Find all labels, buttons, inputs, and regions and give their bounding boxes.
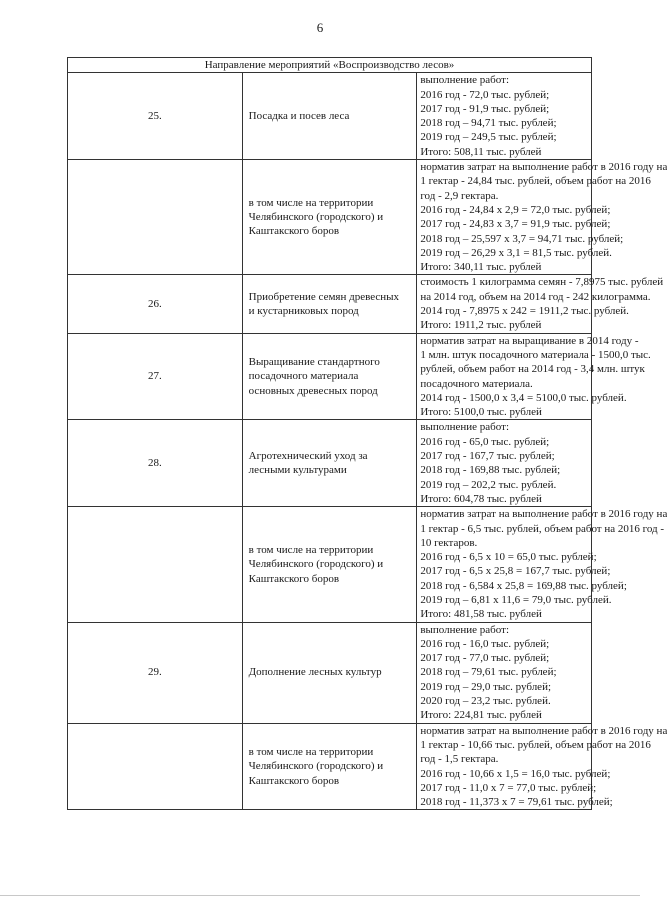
measure-name-line: Челябинского (городского) и: [248, 558, 384, 571]
measure-name-line: Выращивание стандартного: [248, 356, 380, 369]
table-row: [68, 622, 592, 723]
calculation-cell: [417, 723, 667, 810]
calculation-line: 1 гектар - 6,5 тыс. рублей, объем работ на 2016 год -: [420, 522, 665, 535]
calculation-line: 2016 год - 72,0 тыс. рублей;: [420, 88, 550, 101]
section-header: Направление мероприятий «Воспроизводство лесов»: [68, 58, 592, 73]
calculation-line: 2016 год - 6,5 х 10 = 65,0 тыс. рублей;: [420, 551, 597, 564]
measure-name: [242, 333, 417, 420]
calculation-line: выполнение работ:: [420, 421, 509, 434]
calculation-cell: [417, 507, 667, 622]
calculation-line: год - 1,5 гектара.: [420, 753, 499, 766]
calculation-line: Итого: 340,11 тыс. рублей: [420, 261, 542, 274]
calculation-line: 2016 год - 65,0 тыс. рублей;: [420, 435, 550, 448]
calculation-line: 2017 год - 6,5 х 25,8 = 167,7 тыс. рублей;: [420, 565, 611, 578]
row-number: 28.: [68, 420, 243, 507]
measure-name-line: Посадка и посев леса: [248, 110, 350, 123]
calculation-cell: [417, 73, 592, 160]
calculation-line: 2018 год – 79,61 тыс. рублей;: [420, 666, 557, 679]
calculation-line: 2016 год - 10,66 х 1,5 = 16,0 тыс. рублей;: [420, 767, 611, 780]
page-number: 6: [316, 20, 324, 35]
measure-name-line: в том числе на территории: [248, 543, 374, 556]
measure-name: [242, 420, 417, 507]
calculation-line: Итого: 481,58 тыс. рублей: [420, 608, 542, 621]
measure-name-line: и кустарниковых пород: [248, 305, 359, 318]
table-row: [68, 275, 592, 333]
table-row: [68, 333, 592, 420]
measure-name-line: Дополнение лесных культур: [248, 666, 382, 679]
calculation-line: 2019 год – 202,2 тыс. рублей.: [420, 478, 557, 491]
measure-name-line: в том числе на территории: [248, 746, 374, 759]
table-row: [68, 420, 592, 507]
measure-name: [242, 275, 417, 333]
calculation-line: норматив затрат на выращивание в 2014 году -: [420, 334, 639, 347]
measure-name-line: Приобретение семян древесных: [248, 290, 400, 303]
calculation-line: Итого: 224,81 тыс. рублей: [420, 709, 542, 722]
calculation-line: 2018 год – 25,597 х 3,7 = 94,71 тыс. рублей;: [420, 232, 624, 245]
table-row: [68, 160, 592, 275]
calculation-line: 2017 год - 167,7 тыс. рублей;: [420, 450, 555, 463]
calculation-line: 2017 год - 91,9 тыс. рублей;: [420, 102, 550, 115]
calculation-line: норматив затрат на выполнение работ в 2016 году на: [420, 508, 667, 521]
calculation-line: на 2014 год, объем на 2014 год - 242 килограмма.: [420, 290, 651, 303]
calculation-cell: [417, 160, 667, 275]
measure-name-line: Каштакского боров: [248, 225, 340, 238]
measure-name-line: в том числе на территории: [248, 196, 374, 209]
measure-name-line: Каштакского боров: [248, 572, 340, 585]
calculation-line: 2019 год – 249,5 тыс. рублей;: [420, 131, 557, 144]
measure-name: [242, 723, 417, 810]
calculation-line: стоимость 1 килограмма семян - 7,8975 тыс. рублей: [420, 276, 664, 289]
measures-table: [67, 57, 667, 810]
calculation-line: Итого: 604,78 тыс. рублей: [420, 492, 542, 505]
measure-name-line: Агротехнический уход за: [248, 450, 368, 463]
calculation-line: 2014 год - 1500,0 х 3,4 = 5100,0 тыс. рублей.: [420, 391, 627, 404]
calculation-line: 2019 год – 29,0 тыс. рублей;: [420, 680, 552, 693]
calculation-line: 2017 год - 77,0 тыс. рублей;: [420, 652, 550, 665]
table-row: [68, 507, 592, 622]
calculation-line: 2019 год – 6,81 х 11,6 = 79,0 тыс. рублей.: [420, 593, 612, 606]
measure-name: [242, 622, 417, 723]
calculation-line: выполнение работ:: [420, 623, 509, 636]
row-number: 29.: [68, 622, 243, 723]
row-number: [68, 507, 243, 622]
measure-name-line: Челябинского (городского) и: [248, 211, 384, 224]
calculation-line: 1 млн. штук посадочного материала - 1500,0 тыс.: [420, 348, 651, 361]
calculation-line: 2017 год - 24,83 х 3,7 = 91,9 тыс. рублей;: [420, 218, 611, 231]
measures-table-body: [68, 58, 667, 810]
row-number: [68, 723, 243, 810]
calculation-line: 2020 год – 23,2 тыс. рублей.: [420, 695, 551, 708]
calculation-line: выполнение работ:: [420, 74, 509, 87]
calculation-cell: [417, 333, 651, 420]
measure-name-line: Каштакского боров: [248, 774, 340, 787]
calculation-line: 10 гектаров.: [420, 536, 478, 549]
scan-edge-line: [0, 895, 640, 896]
calculation-cell: [417, 275, 664, 333]
table-row: [68, 73, 592, 160]
calculation-cell: [417, 420, 592, 507]
row-number: 25.: [68, 73, 243, 160]
calculation-line: посадочного материала.: [420, 377, 533, 390]
calculation-line: Итого: 508,11 тыс. рублей: [420, 145, 542, 158]
measure-name: [242, 507, 417, 622]
calculation-line: 2014 год - 7,8975 х 242 = 1911,2 тыс. рублей.: [420, 305, 629, 318]
calculation-line: год - 2,9 гектара.: [420, 189, 499, 202]
row-number: 26.: [68, 275, 243, 333]
calculation-line: Итого: 1911,2 тыс. рублей: [420, 319, 542, 332]
measure-name-line: основных древесных пород: [248, 384, 378, 397]
calculation-line: 2018 год - 11,373 х 7 = 79,61 тыс. рублей;: [420, 796, 613, 809]
calculation-line: 2017 год - 11,0 х 7 = 77,0 тыс. рублей;: [420, 781, 597, 794]
calculation-line: 2019 год – 26,29 х 3,1 = 81,5 тыс. рублей.: [420, 246, 612, 259]
section-header-row: [68, 58, 592, 73]
row-number: 27.: [68, 333, 243, 420]
calculation-cell: [417, 622, 592, 723]
measure-name: [242, 160, 417, 275]
measure-name-line: посадочного материала: [248, 370, 359, 383]
calculation-line: 1 гектар - 10,66 тыс. рублей, объем работ на 2016: [420, 738, 651, 751]
calculation-line: 2018 год – 94,71 тыс. рублей;: [420, 117, 557, 130]
calculation-line: 1 гектар - 24,84 тыс. рублей, объем работ на 2016: [420, 175, 651, 188]
calculation-line: 2016 год - 24,84 х 2,9 = 72,0 тыс. рублей;: [420, 203, 611, 216]
calculation-line: 2018 год - 6,584 х 25,8 = 169,88 тыс. рублей;: [420, 579, 627, 592]
calculation-line: 2016 год - 16,0 тыс. рублей;: [420, 637, 550, 650]
calculation-line: норматив затрат на выполнение работ в 2016 году на: [420, 161, 667, 174]
calculation-line: 2018 год - 169,88 тыс. рублей;: [420, 464, 561, 477]
row-number: [68, 160, 243, 275]
measure-name-line: лесными культурами: [248, 464, 347, 477]
table-row: [68, 723, 592, 810]
calculation-line: рублей, объем работ на 2014 год - 3,4 млн. штук: [420, 363, 645, 376]
measure-name-line: Челябинского (городского) и: [248, 760, 384, 773]
measure-name: [242, 73, 417, 160]
calculation-line: норматив затрат на выполнение работ в 2016 году на: [420, 724, 667, 737]
calculation-line: Итого: 5100,0 тыс. рублей: [420, 406, 542, 419]
